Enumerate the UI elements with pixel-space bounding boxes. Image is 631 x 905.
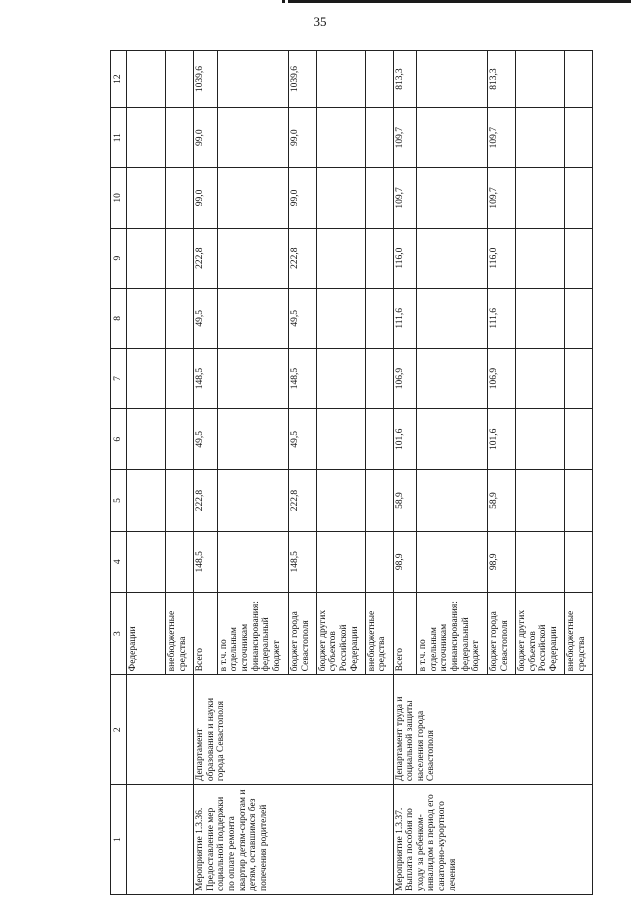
source-cell: Всего	[194, 592, 217, 674]
value-cell	[417, 168, 488, 228]
value-cell	[516, 288, 565, 348]
value-cell	[127, 409, 166, 470]
table-row	[393, 51, 416, 895]
value-cell	[217, 51, 288, 108]
value-cell	[217, 288, 288, 348]
value-cell	[166, 228, 194, 288]
value-cell: 101,6	[393, 409, 416, 470]
value-cell: 222,8	[194, 228, 217, 288]
value-cell: 109,7	[393, 168, 416, 228]
measure-title: Мероприятие 1.3.37. Выплата пособия по уходу за ребенком-инвалидом в период его санаторно-курортного лечения	[393, 785, 592, 895]
value-cell	[217, 168, 288, 228]
value-cell	[365, 108, 393, 168]
value-cell: 111,6	[488, 288, 516, 348]
header-cell: 7	[111, 348, 127, 408]
value-cell	[217, 108, 288, 168]
budget-table	[110, 50, 593, 895]
executor-name: Департамент труда и социальной защиты населения города Севастополя	[393, 675, 592, 785]
header-cell: 6	[111, 409, 127, 470]
value-cell: 111,6	[393, 288, 416, 348]
page-number: 35	[313, 14, 327, 29]
value-cell	[516, 51, 565, 108]
value-cell	[516, 228, 565, 288]
value-cell	[365, 168, 393, 228]
value-cell: 813,3	[488, 51, 516, 108]
value-cell	[417, 288, 488, 348]
value-cell	[127, 168, 166, 228]
value-cell: 58,9	[393, 470, 416, 531]
value-cell: 222,8	[194, 470, 217, 531]
value-cell	[316, 348, 365, 408]
value-cell	[516, 168, 565, 228]
header-cell: 4	[111, 531, 127, 592]
value-cell	[417, 531, 488, 592]
value-cell: 222,8	[288, 228, 316, 288]
value-cell	[417, 409, 488, 470]
value-cell	[417, 348, 488, 408]
value-cell: 148,5	[288, 348, 316, 408]
value-cell	[127, 228, 166, 288]
value-cell: 109,7	[488, 108, 516, 168]
value-cell	[565, 288, 593, 348]
value-cell: 109,7	[488, 168, 516, 228]
value-cell	[166, 168, 194, 228]
source-cell: внебюджетные средства	[166, 592, 194, 674]
value-cell	[166, 409, 194, 470]
value-cell	[516, 108, 565, 168]
executor-cell	[127, 675, 194, 785]
executor-name: Департамент образования и науки города Севастополя	[194, 675, 393, 785]
value-cell: 116,0	[393, 228, 416, 288]
value-cell	[516, 470, 565, 531]
value-cell: 58,9	[488, 470, 516, 531]
source-cell: бюджет других субъектов Российской Федерации	[316, 592, 365, 674]
value-cell	[316, 531, 365, 592]
header-cell: 5	[111, 470, 127, 531]
value-cell	[166, 531, 194, 592]
value-cell: 99,0	[194, 108, 217, 168]
header-cell: 8	[111, 288, 127, 348]
value-cell: 49,5	[194, 288, 217, 348]
value-cell: 99,0	[194, 168, 217, 228]
value-cell: 106,9	[488, 348, 516, 408]
table-row	[194, 51, 217, 895]
value-cell	[565, 108, 593, 168]
value-cell	[217, 409, 288, 470]
value-cell: 49,5	[194, 409, 217, 470]
source-cell: бюджет других субъектов Российской Федерации	[516, 592, 565, 674]
value-cell	[565, 51, 593, 108]
source-cell: Всего	[393, 592, 416, 674]
value-cell	[166, 108, 194, 168]
measure-title: Мероприятие 1.3.36. Предоставление мер социальной поддержки по оплате ремонта квартир детям-сиротам и детям, оставшимся без попечения родителей	[194, 785, 393, 895]
value-cell	[217, 228, 288, 288]
value-cell	[127, 470, 166, 531]
value-cell	[127, 288, 166, 348]
value-cell: 222,8	[288, 470, 316, 531]
value-cell	[127, 108, 166, 168]
value-cell: 49,5	[288, 409, 316, 470]
value-cell	[365, 348, 393, 408]
value-cell: 106,9	[393, 348, 416, 408]
value-cell	[516, 348, 565, 408]
top-rule	[288, 0, 631, 3]
value-cell	[565, 228, 593, 288]
value-cell: 148,5	[194, 348, 217, 408]
value-cell	[365, 51, 393, 108]
header-cell: 2	[111, 675, 127, 785]
value-cell	[365, 228, 393, 288]
header-cell: 1	[111, 785, 127, 895]
header-cell: 3	[111, 592, 127, 674]
value-cell: 49,5	[288, 288, 316, 348]
source-cell: внебюджетные средства	[365, 592, 393, 674]
value-cell	[365, 409, 393, 470]
value-cell	[166, 51, 194, 108]
value-cell: 109,7	[393, 108, 416, 168]
value-cell	[316, 409, 365, 470]
source-cell: в т.ч. по отдельным источникам финансирования: федеральный бюджет	[417, 592, 488, 674]
value-cell: 148,5	[288, 531, 316, 592]
measure-cell	[127, 785, 194, 895]
value-cell	[565, 531, 593, 592]
value-cell	[516, 409, 565, 470]
value-cell	[316, 470, 365, 531]
top-marker	[282, 0, 285, 3]
value-cell	[417, 470, 488, 531]
value-cell	[365, 288, 393, 348]
value-cell	[417, 108, 488, 168]
source-cell: в т.ч. по отдельным источникам финансирования: федеральный бюджет	[217, 592, 288, 674]
header-row	[111, 51, 127, 895]
value-cell	[316, 51, 365, 108]
value-cell	[127, 51, 166, 108]
value-cell	[365, 531, 393, 592]
value-cell	[316, 228, 365, 288]
value-cell	[127, 348, 166, 408]
value-cell	[417, 51, 488, 108]
value-cell	[316, 108, 365, 168]
value-cell	[127, 531, 166, 592]
source-cell: Федерации	[127, 592, 166, 674]
value-cell	[516, 531, 565, 592]
value-cell: 99,0	[288, 168, 316, 228]
value-cell	[417, 228, 488, 288]
value-cell	[217, 348, 288, 408]
value-cell: 148,5	[194, 531, 217, 592]
table-row	[127, 51, 166, 895]
value-cell	[217, 470, 288, 531]
value-cell	[565, 348, 593, 408]
value-cell: 1039,6	[288, 51, 316, 108]
value-cell: 1039,6	[194, 51, 217, 108]
value-cell	[565, 470, 593, 531]
value-cell	[316, 288, 365, 348]
header-cell: 11	[111, 108, 127, 168]
header-cell: 12	[111, 51, 127, 108]
value-cell	[316, 168, 365, 228]
value-cell: 98,9	[488, 531, 516, 592]
value-cell: 813,3	[393, 51, 416, 108]
value-cell: 101,6	[488, 409, 516, 470]
value-cell	[565, 409, 593, 470]
value-cell	[565, 168, 593, 228]
header-cell: 10	[111, 168, 127, 228]
value-cell: 99,0	[288, 108, 316, 168]
value-cell: 116,0	[488, 228, 516, 288]
value-cell	[217, 531, 288, 592]
value-cell	[166, 288, 194, 348]
value-cell: 98,9	[393, 531, 416, 592]
value-cell	[166, 470, 194, 531]
source-cell: внебюджетные средства	[565, 592, 593, 674]
rotated-table-wrapper	[110, 50, 593, 895]
header-cell: 9	[111, 228, 127, 288]
source-cell: бюджет города Севастополя	[488, 592, 516, 674]
source-cell: бюджет города Севастополя	[288, 592, 316, 674]
value-cell	[166, 348, 194, 408]
value-cell	[365, 470, 393, 531]
